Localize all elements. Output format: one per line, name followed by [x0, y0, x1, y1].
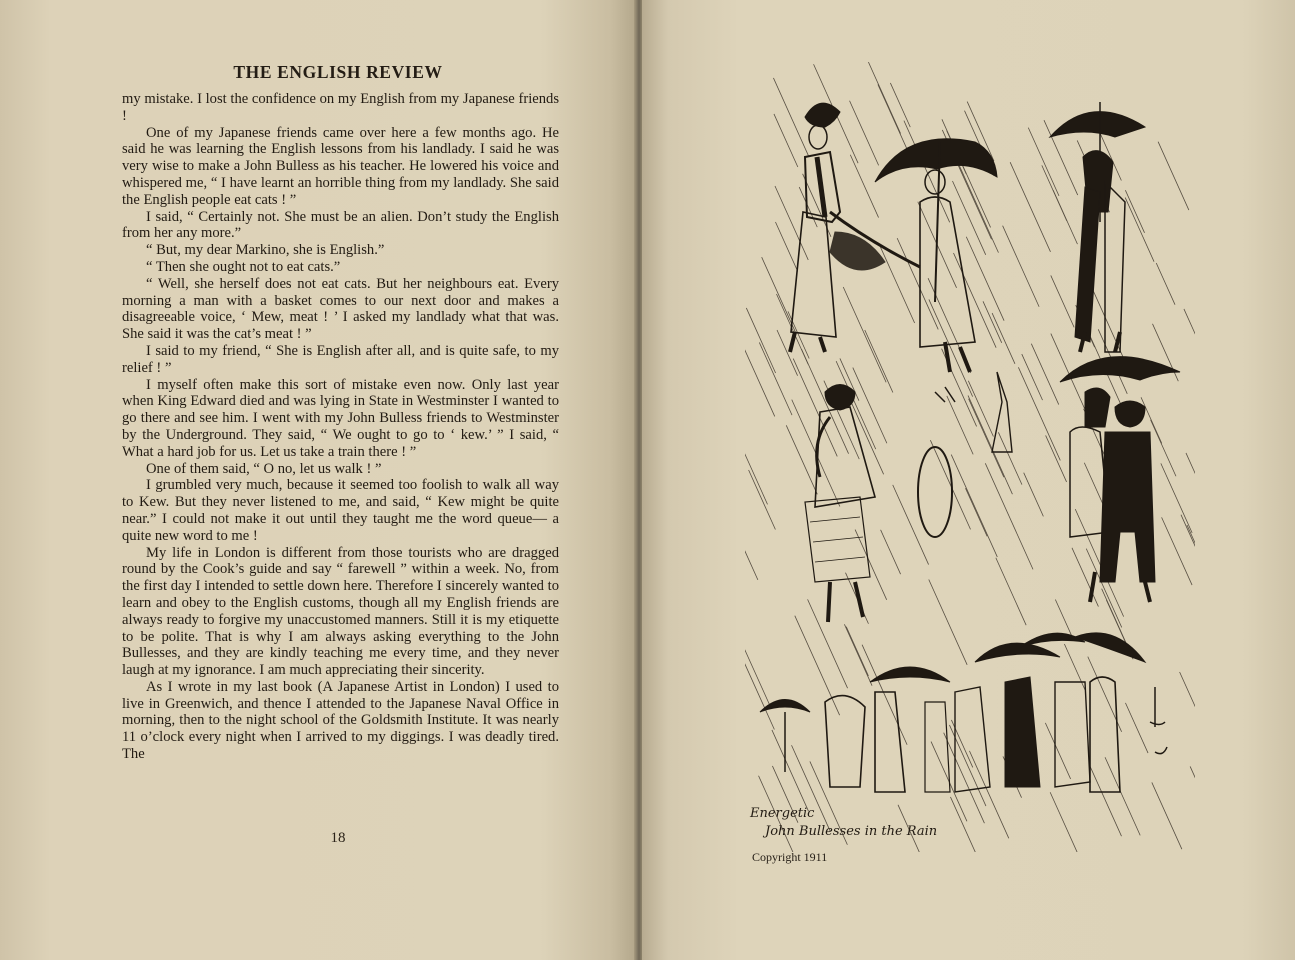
- left-page: [0, 0, 636, 960]
- rain-stroke: [1024, 473, 1044, 517]
- rain-stroke: [1105, 757, 1140, 835]
- rain-stroke: [844, 624, 872, 685]
- rain-stroke: [947, 396, 973, 454]
- rain-stroke: [1125, 198, 1154, 262]
- handwritten-caption: [745, 795, 1075, 845]
- paragraph: “ Then she ought not to eat cats.”: [146, 258, 341, 275]
- illustration-figures-in-rain: [745, 62, 1195, 852]
- paragraph: I grumbled very much, because it seemed too foolish to walk all way to Kew. But they never listened to me, and said, “ Kew might be quite near.” I could not make it out until they taught me the word queue— a quite new word to me !: [122, 477, 559, 544]
- rain-stroke: [1125, 190, 1144, 233]
- rain-stroke: [745, 533, 758, 580]
- rain-stroke: [985, 463, 1033, 569]
- rain-stroke: [1064, 644, 1085, 690]
- page-number: 18: [330, 830, 346, 846]
- rain-stroke: [1045, 723, 1070, 779]
- rain-stroke: [880, 246, 914, 323]
- rain-stroke: [996, 558, 1026, 625]
- rain-stroke: [775, 186, 808, 260]
- body-text: [122, 91, 559, 763]
- rain-stroke: [1031, 344, 1058, 405]
- rain-stroke: [983, 301, 1002, 343]
- paragraph: My life in London is different from those tourists who are dragged round by the Cook’s guide and say “ farewell ” within a week. No, from the first day I intended to settle down here. Therefore I sincerely wanted to learn and obey to the English customs, though all my English friends are always ready to forgive my unaccustomed manners. Still it is my etiquette to be polite. That is why I am always asking everything to the John Bullesses, and they are kindly teaching me every time, and they never laugh at my ignorance. I am much appreciating their sincerity.: [122, 544, 559, 679]
- paragraph: I said to my friend, “ She is English after all, and is quite safe, to my relief ! ”: [122, 342, 559, 376]
- rain-stroke: [890, 83, 910, 127]
- rain-stroke: [1184, 309, 1195, 380]
- rain-stroke: [1003, 226, 1039, 307]
- paragraph: One of them said, “ O no, let us walk ! ”: [146, 460, 382, 477]
- rain-stroke: [1152, 782, 1182, 849]
- rain-stroke: [1186, 453, 1195, 495]
- paragraph: “ Well, she herself does not eat cats. But her neighbours eat. Every morning a man with a basket comes to our next door and makes a disagreeable voice, ‘ Mew, meat ! ’ I asked my landlady what that was. She said it was the cat’s meat ! ”: [122, 275, 559, 343]
- paragraph: One of my Japanese friends came over here a few months ago. He said he was learning the English lessons from his landlady. I said he was very wise to make a John Bulless as his teacher. He lowered his voice and whispered me, “ I have learnt an horrible thing from my landlady. She said the English people eat cats ! ”: [122, 124, 559, 208]
- rain-stroke: [793, 359, 837, 457]
- rain-stroke: [1187, 525, 1195, 588]
- rain-stroke: [773, 78, 808, 156]
- rain-stroke: [850, 399, 884, 474]
- rain-stroke: [1162, 517, 1192, 585]
- rain-stroke: [776, 294, 808, 364]
- rain-stroke: [965, 488, 987, 536]
- rain-stroke: [881, 530, 901, 574]
- rain-stroke: [904, 121, 950, 223]
- rain-stroke: [762, 257, 796, 332]
- rain-stroke: [868, 62, 900, 134]
- rain-stroke: [850, 155, 878, 218]
- rain-stroke: [1018, 367, 1060, 460]
- paragraph: As I wrote in my last book (A Japanese Artist in London) I used to live in Greenwich, and thence I attended to the Japanese Naval Office in morning, then to the night school of the Goldsmith Institute. It was nearly 11 o’clock every night when I arrived to my diggings. I was deadly tired. The: [122, 678, 559, 763]
- caption-line-2: John Bullesses in the Rain: [765, 824, 938, 839]
- rain-stroke: [951, 455, 997, 557]
- rain-stroke: [774, 114, 798, 167]
- rain-stroke: [865, 330, 893, 392]
- rain-stroke: [853, 368, 887, 444]
- rain-stroke: [929, 580, 967, 665]
- figure-group-top-right: [1050, 102, 1145, 352]
- rain-stroke: [1051, 275, 1074, 327]
- rain-stroke: [1046, 435, 1067, 482]
- rain-stroke: [1089, 765, 1121, 836]
- figure-group-top-left: [790, 103, 920, 352]
- rain-stroke: [850, 101, 879, 166]
- figure-group-top-middle: [875, 139, 997, 372]
- rain-stroke: [862, 645, 907, 745]
- rain-stroke: [954, 253, 997, 348]
- rain-stroke: [1053, 190, 1077, 244]
- running-head: THE ENGLISH REVIEW: [233, 62, 443, 82]
- rain-stroke: [992, 313, 1015, 364]
- paragraph: “ But, my dear Markino, she is English.”: [146, 242, 385, 259]
- rain-stroke: [745, 659, 774, 729]
- paragraph: I said, “ Certainly not. She must be an alien. Don’t study the English from her any more.”: [122, 208, 559, 242]
- rain-stroke: [966, 237, 1004, 321]
- rain-stroke: [1028, 128, 1059, 196]
- rain-stroke: [1158, 142, 1189, 210]
- rain-stroke: [795, 616, 840, 716]
- rain-stroke: [897, 238, 938, 329]
- rain-stroke: [968, 381, 993, 437]
- rain-stroke: [745, 335, 775, 416]
- rain-stroke: [786, 425, 817, 494]
- paragraph: I myself often make this sort of mistake even now. Only last year when King Edward died and was lying in State in Westminster I wanted to go there and see him. I went with my John Bulless friends to Westminster by the Underground. They said, “ We ought to go to ‘ kew.’ ” I said, “ What a hard job for us. Let us take a train there ! ”: [122, 376, 559, 460]
- rain-stroke: [1161, 463, 1192, 533]
- paragraph: my mistake. I lost the confidence on my English from my Japanese friends !: [122, 91, 559, 124]
- rain-stroke: [745, 432, 768, 504]
- caption-line-1: Energetic: [750, 806, 815, 821]
- rain-stroke: [1010, 162, 1050, 252]
- rain-stroke: [1181, 515, 1195, 565]
- rain-stroke: [1156, 263, 1175, 305]
- rain-stroke: [1125, 703, 1148, 753]
- rain-stroke: [1180, 672, 1195, 741]
- rain-stroke: [843, 287, 886, 382]
- rain-stroke: [855, 530, 887, 600]
- rain-stroke: [929, 299, 973, 396]
- rain-stroke: [749, 470, 776, 530]
- rain-stroke: [1190, 766, 1195, 852]
- rain-stroke: [968, 396, 1012, 495]
- copyright-notice: Copyright 1911: [752, 850, 828, 864]
